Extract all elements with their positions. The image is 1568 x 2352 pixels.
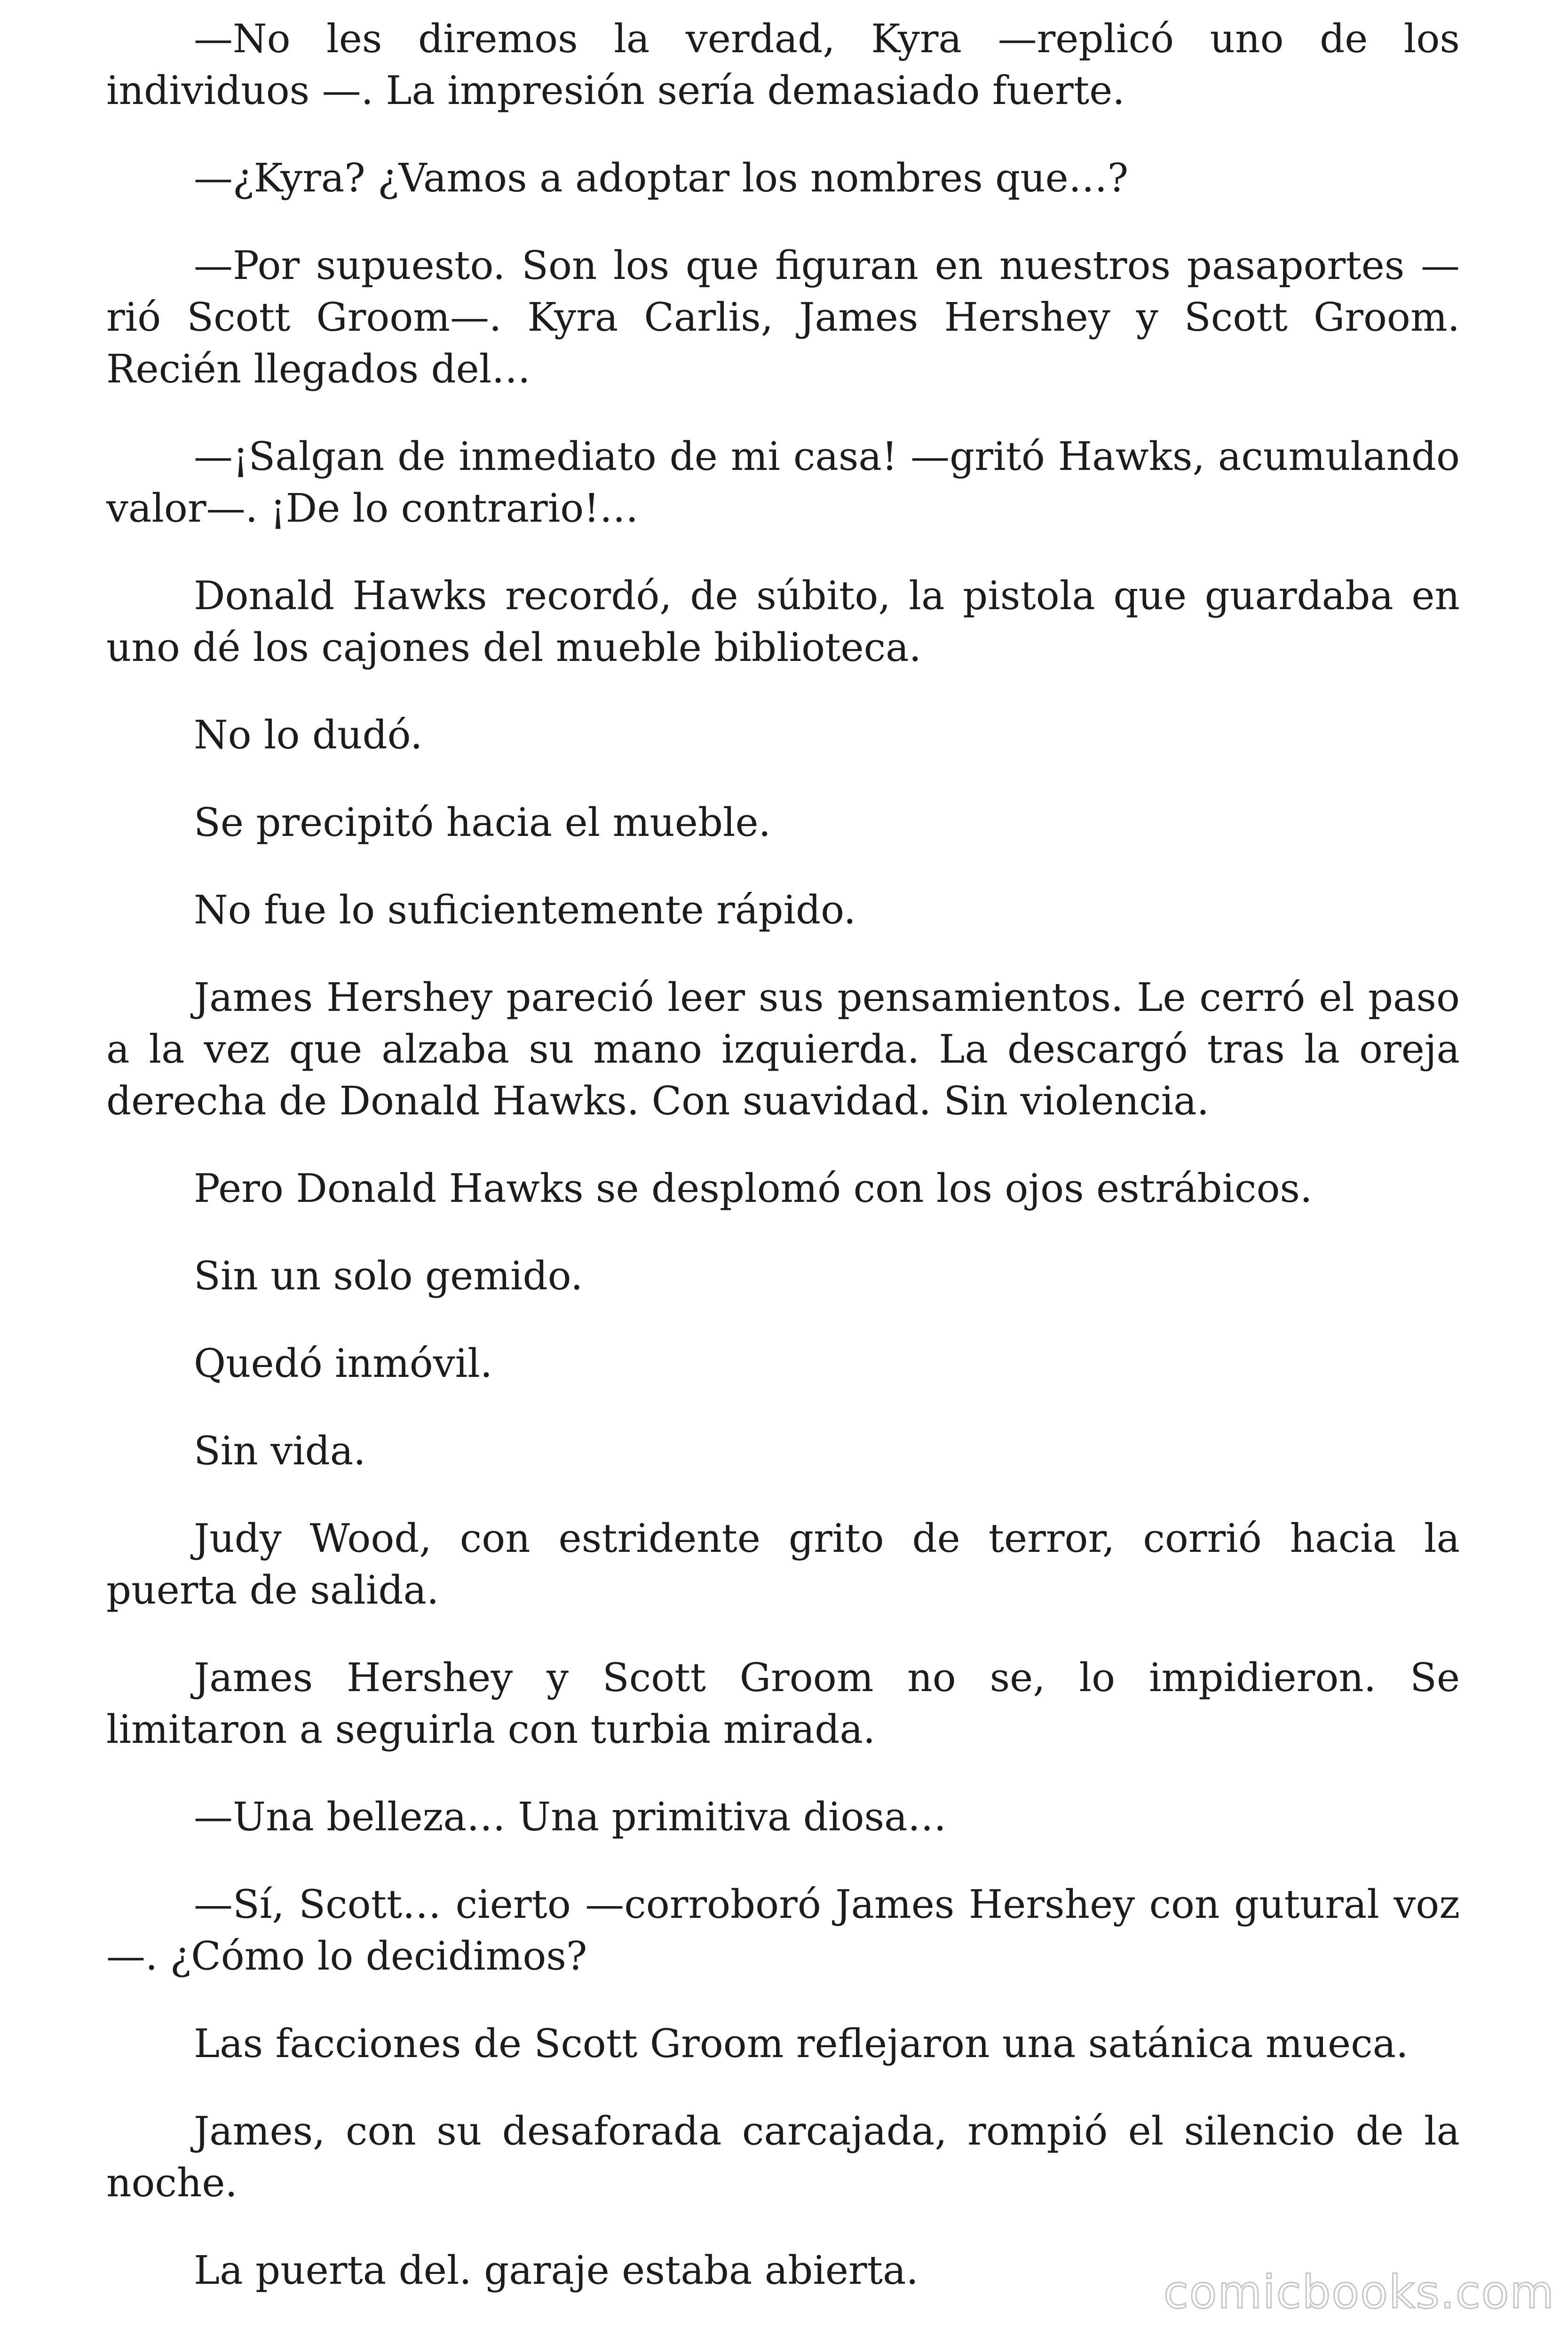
paragraph: No lo dudó. <box>194 712 423 758</box>
paragraph: Sin un solo gemido. <box>194 1253 583 1299</box>
paragraph: Judy Wood, con estridente grito de terror, corrió hacia la puerta de salida. <box>106 1516 1460 1613</box>
paragraph: —¿Kyra? ¿Vamos a adoptar los nombres que…? <box>194 155 1129 201</box>
paragraph: —No les diremos la verdad, Kyra —replicó uno de los individuos —. La impresión sería demasiado fuerte. <box>106 16 1460 113</box>
paragraph: Donald Hawks recordó, de súbito, la pistola que guardaba en uno dé los cajones del mueble biblioteca. <box>106 573 1460 670</box>
paragraph: James Hershey y Scott Groom no se, lo impidieron. Se limitaron a seguirla con turbia mirada. <box>106 1655 1460 1752</box>
paragraph: —Sí, Scott… cierto —corroboró James Hershey con gutural voz—. ¿Cómo lo decidimos? <box>106 1882 1460 1979</box>
paragraph: Se precipitó hacia el mueble. <box>194 800 771 845</box>
paragraph: No fue lo suficientemente rápido. <box>194 887 856 933</box>
paragraph: —Por supuesto. Son los que figuran en nuestros pasaportes —rió Scott Groom—. Kyra Carlis, James Hershey y Scott Groom. Recién llegados del… <box>106 243 1460 392</box>
paragraph: Sin vida. <box>194 1428 366 1474</box>
paragraph: James Hershey pareció leer sus pensamientos. Le cerró el paso a la vez que alzaba su mano izquierda. La descargó tras la oreja derecha de Donald Hawks. Con suavidad. Sin violencia. <box>106 975 1460 1124</box>
paragraph: —¡Salgan de inmediato de mi casa! —gritó Hawks, acumulando valor—. ¡De lo contrario!… <box>106 434 1460 531</box>
paragraph: La puerta del. garaje estaba abierta. <box>194 2248 919 2293</box>
watermark-text: comicbooks.com <box>1164 2266 1555 2319</box>
paragraph: —Una belleza… Una primitiva diosa… <box>194 1794 947 1840</box>
paragraph: Las facciones de Scott Groom reflejaron una satánica mueca. <box>194 2021 1409 2066</box>
body-text <box>106 13 1460 2332</box>
paragraph: Quedó inmóvil. <box>194 1341 493 1386</box>
paragraph: Pero Donald Hawks se desplomó con los ojos estrábicos. <box>194 1166 1313 1211</box>
paragraph: James, con su desaforada carcajada, rompió el silencio de la noche. <box>106 2108 1460 2206</box>
